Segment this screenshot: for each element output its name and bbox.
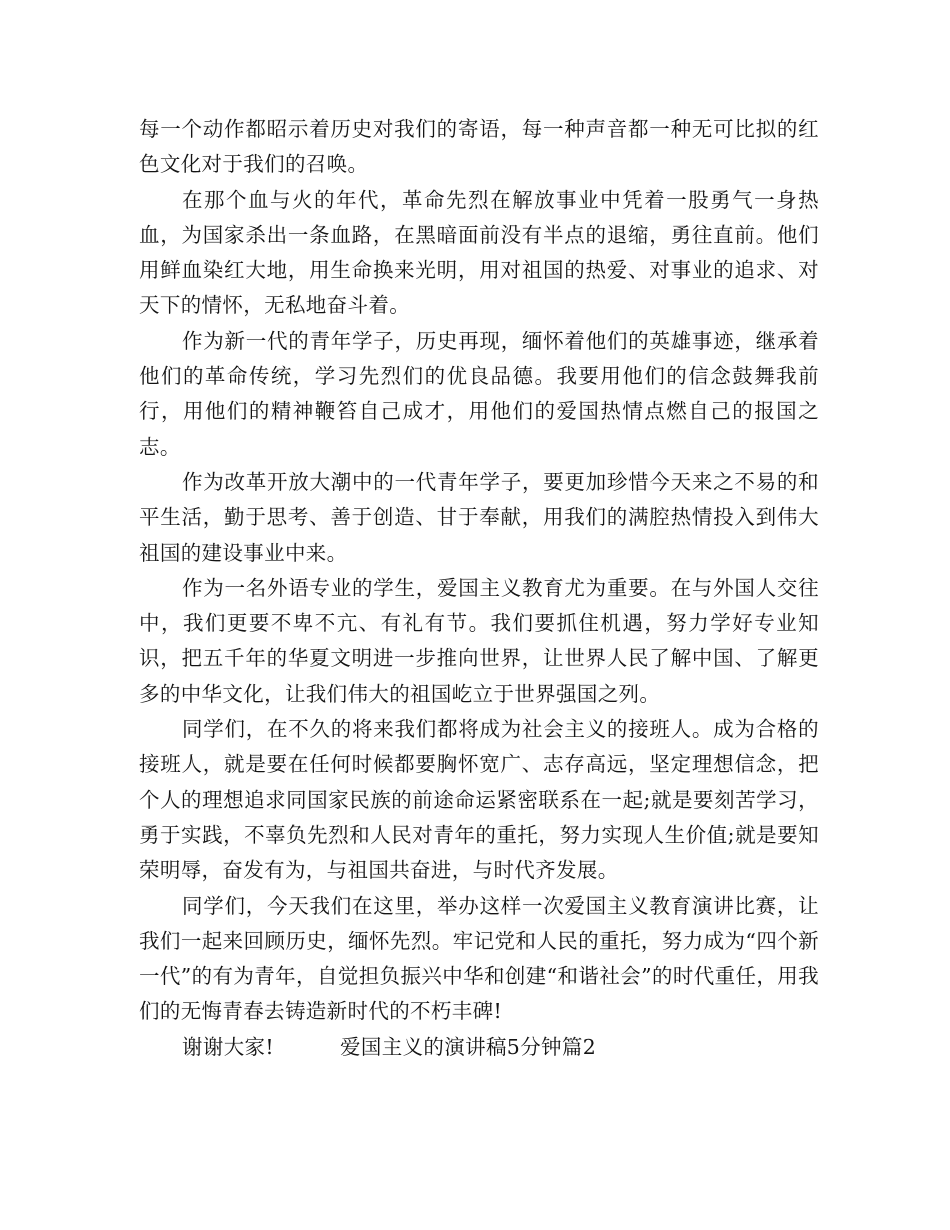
paragraph-3: 作为新一代的青年学子，历史再现，缅怀着他们的英雄事迹，继承着他们的革命传统，学习先烈们的优良品德。我要用他们的信念鼓舞我前行，用他们的精神鞭笞自己成才，用他们的爱国热情点燃自己的报国之志。: [139, 328, 819, 459]
paragraph-5: 作为一名外语专业的学生，爱国主义教育尤为重要。在与外国人交往中，我们更要不卑不亢、有礼有节。我们要抓住机遇，努力学好专业知识，把五千年的华夏文明进一步推向世界，让世界人民了解中国、了解更多的中华文化，让我们伟大的祖国屹立于世界强国之列。: [139, 575, 819, 706]
paragraph-6: 同学们，在不久的将来我们都将成为社会主义的接班人。成为合格的接班人，就是要在任何时候都要胸怀宽广、志存高远，坚定理想信念，把个人的理想追求同国家民族的前途命运紧密联系在一起;就是要刻苦学习，勇于实践，不辜负先烈和人民对青年的重托，努力实现人生价值;就是要知荣明辱，奋发有为，与祖国共奋进，与时代齐发展。: [139, 717, 819, 883]
paragraph-2: 在那个血与火的年代，革命先烈在解放事业中凭着一股勇气一身热血，为国家杀出一条血路，在黑暗面前没有半点的退缩，勇往直前。他们用鲜血染红大地，用生命换来光明，用对祖国的热爱、对事业的追求、对天下的情怀，无私地奋斗着。: [139, 187, 819, 318]
paragraph-7: 同学们，今天我们在这里，举办这样一次爱国主义教育演讲比赛，让我们一起来回顾历史，缅怀先烈。牢记党和人民的重托，努力成为“四个新一代”的有为青年，自觉担负振兴中华和创建“和谐社会”的时代重任，用我们的无悔青春去铸造新时代的不朽丰碑!: [139, 893, 819, 1024]
closing-thanks: 谢谢大家!: [182, 1034, 274, 1059]
next-section-title: 爱国主义的演讲稿5分钟篇2: [340, 1034, 597, 1059]
paragraph-1: 每一个动作都昭示着历史对我们的寄语，每一种声音都一种无可比拟的红色文化对于我们的召唤。: [139, 117, 819, 177]
document-body: [139, 112, 819, 1065]
closing-line: [139, 1030, 819, 1065]
paragraph-4: 作为改革开放大潮中的一代青年学子，要更加珍惜今天来之不易的和平生活，勤于思考、善于创造、甘于奉献，用我们的满腔热情投入到伟大祖国的建设事业中来。: [139, 469, 819, 565]
